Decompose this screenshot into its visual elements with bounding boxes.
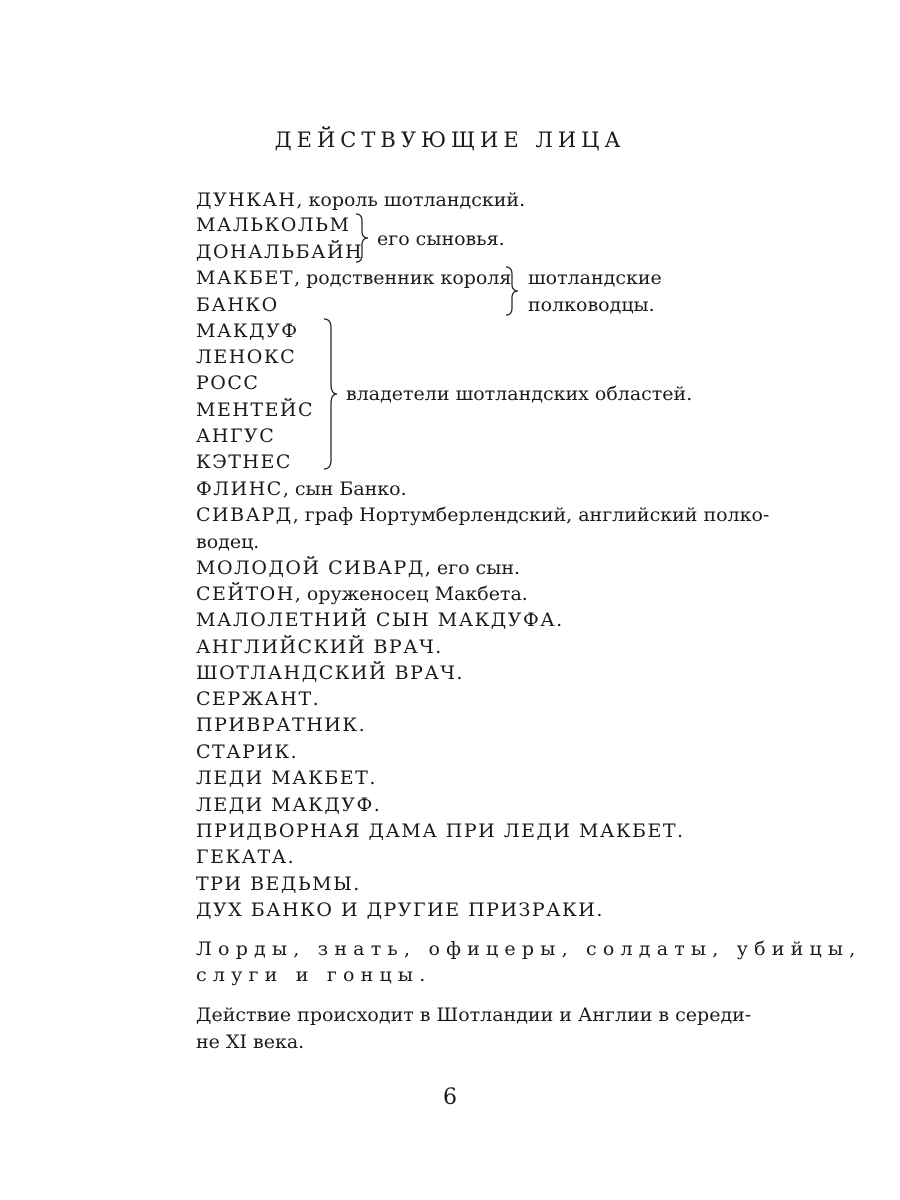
brace-thanes [322,318,340,470]
character-description: , оруженосец Макбета. [294,583,528,605]
character-malcolm: МАЛЬКОЛЬМ [196,214,351,236]
character-fleance [196,476,407,502]
brace-sons [354,213,370,263]
character-name: СЕЙТОН [196,583,295,605]
character-angus: АНГУС [196,425,276,447]
thanes-note: владетели шотландских областей. [346,383,693,405]
character-young-siward [196,555,520,581]
character-sergeant: СЕРЖАНТ. [196,688,321,710]
character-old-man: СТАРИК. [196,741,299,763]
character-gentlewoman: ПРИДВОРНАЯ ДАМА ПРИ ЛЕДИ МАКБЕТ. [196,820,685,842]
character-caithness: КЭТНЕС [196,451,292,473]
extras-line-2: слуги и гонцы. [196,964,432,986]
character-macduff-son: МАЛОЛЕТНИЙ СЫН МАКДУФА. [196,609,564,631]
extras-line-1: Лорды, знать, офицеры, солдаты, убийцы, [196,938,862,960]
page-number: 6 [443,1085,457,1110]
character-lady-macbeth: ЛЕДИ МАКБЕТ. [196,767,377,789]
character-description: , граф Нортумберлендский, английский полко- [292,504,770,526]
sons-note: его сыновья. [377,228,505,250]
character-porter: ПРИВРАТНИК. [196,714,367,736]
generals-note-line-2: полководцы. [528,294,655,316]
character-name: МОЛОДОЙ СИВАРД [196,557,425,579]
character-donalbain: ДОНАЛЬБАЙН [196,241,364,263]
character-name: ДУНКАН [196,189,297,211]
character-ross: РОСС [196,372,260,394]
setting-line-2: не XI века. [196,1031,305,1053]
generals-note-line-1: шотландские [528,267,662,289]
character-name: ФЛИНС [196,478,283,500]
character-macbeth [196,265,511,291]
character-scottish-doctor: ШОТЛАНДСКИЙ ВРАЧ. [196,662,464,684]
character-siward-description-continued: водец. [196,531,260,553]
character-name: СИВАРД [196,504,293,526]
character-banquo: БАНКО [196,294,279,316]
character-description: , сын Банко. [282,478,407,500]
setting-line-1: Действие происходит в Шотландии и Англии в середи- [196,1004,752,1026]
character-description: , его сын. [424,557,521,579]
character-menteith: МЕНТЕЙС [196,399,315,421]
character-seyton [196,581,528,607]
character-siward [196,502,769,528]
character-lennox: ЛЕНОКС [196,346,297,368]
character-name: МАКБЕТ [196,267,295,289]
character-macduff: МАКДУФ [196,320,299,342]
brace-generals [504,266,520,316]
character-ghost-and-apparitions: ДУХ БАНКО И ДРУГИЕ ПРИЗРАКИ. [196,899,604,921]
page-title: ДЕЙСТВУЮЩИЕ ЛИЦА [274,128,626,152]
character-lady-macduff: ЛЕДИ МАКДУФ. [196,794,382,816]
character-description: , родственник короля [294,267,512,289]
character-three-witches: ТРИ ВЕДЬМЫ. [196,873,361,895]
character-duncan [196,187,525,213]
character-english-doctor: АНГЛИЙСКИЙ ВРАЧ. [196,636,443,658]
character-description: , король шотландский. [296,189,526,211]
character-hecate: ГЕКАТА. [196,846,296,868]
